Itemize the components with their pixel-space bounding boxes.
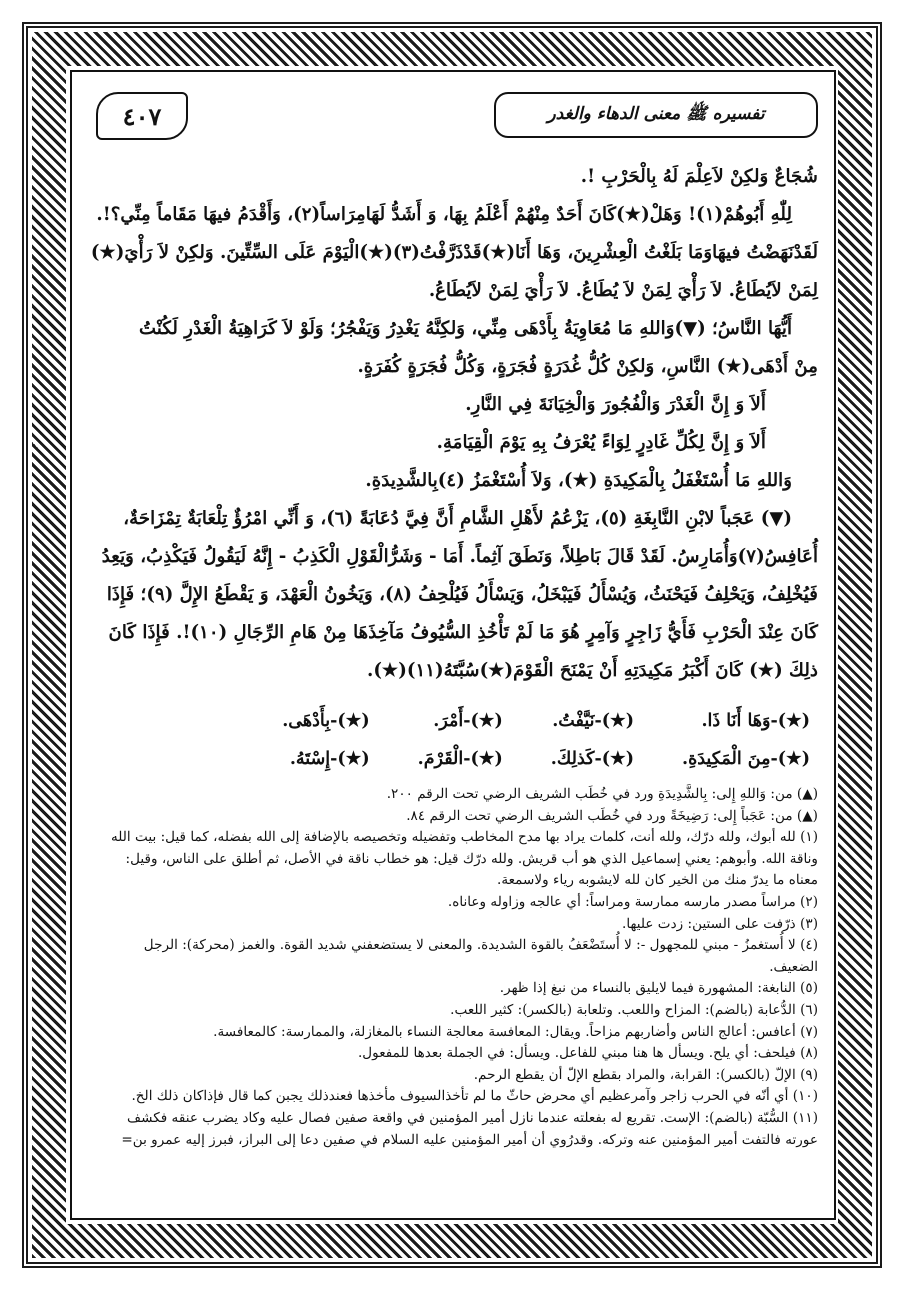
- variant-item: (★)-إِسْتَهُ.: [289, 749, 370, 769]
- text-line: شُجَاعٌ وَلكِنْ لاَعِلْمَ لَهُ بِالْحَرْبِ !.: [580, 166, 818, 187]
- text-line: فَيُخْلِفُ، وَيَحْلِفُ فَيَحْنَثُ، وَيُسْأَلُ فَيَبْخَلُ، وَيَسْأَلُ فَيُلْحِفُ (٨)، وَيَخُونُ الْعَهْدَ، وَ يَقْطَعُ الإِلَّ (٩)؛ فَإِذَا: [106, 584, 818, 605]
- text-line: وَاللهِ مَا أُسْتَغْفَلُ بِالْمَكِيدَةِ (★)، وَلاَ أُسْتَغْمَزُ (٤)بِالشَّدِيدَةِ.: [365, 470, 792, 491]
- footnotes: [88, 784, 818, 1151]
- chapter-title: تفسيره ﷺ معنى الدهاء والغدر: [494, 92, 818, 138]
- variant-item: (★)-مِنَ الْمَكِيدَةِ.: [681, 749, 810, 769]
- text-line: مِنْ أَدْهَى(★) النَّاسِ، وَلكِنْ كُلُّ غُدَرَةٍ فُجَرَةٍ، وَكُلُّ فُجَرَةٍ كُفَرَةٍ.: [357, 356, 818, 377]
- page-content: [88, 82, 818, 1212]
- variant-readings: [88, 702, 818, 778]
- footnote-line: (٢) مراساً مصدر مارسه ممارسة ومراساً: أي عالجه وزاوله وعاناه.: [447, 893, 818, 910]
- text-line: لِمَنْ لاَيُطَاعُ. لاَ رَأْيَ لِمَنْ لاَ يُطَاعُ. لاَ رَأْيَ لِمَنْ لاَيُطَاعُ.: [428, 280, 818, 301]
- text-line: أَيُّهَا النَّاسُ؛ (▼)وَاللهِ مَا مُعَاوِيَةُ بِأَدْهَى مِنِّي، وَلكِنَّهُ يَغْدِرُ وَيَفْجُرُ؛ وَلَوْ لاَ كَرَاهِيَةُ الْغَدْرِ لَكُنْتُ: [139, 318, 792, 339]
- footnote-line: (١٠) أي أنّه في الحرب زاجر وآمرعظيم أي محرض حاثّ ما لم تأخذالسيوف مأخذها فعندذلك يجبن كما قال فإذاكان ذلك الخ.: [131, 1088, 818, 1105]
- footnote-line: الضعيف.: [769, 958, 818, 975]
- footnote-line: معناه ما يدرّ منك من الخير كان لله لايشوبه رياء ولاسمعة.: [497, 872, 818, 889]
- variant-item: (★)-بِأَدْهَى.: [282, 711, 370, 731]
- footnote-line: (٨) فيلحف: أي يلح. ويسأل ها هنا مبني للفاعل. ويسأل: في الجملة بعدها للمفعول.: [357, 1045, 818, 1062]
- footnote-line: (٧) أعافس: أعالج الناس وأضاربهم مزاحاً. ويقال: المعافسة معالجة النساء بالمغازلة، والممارسة: كالمعافسة.: [213, 1023, 818, 1040]
- variant-item: (★)-نَيَّفْتُ.: [552, 711, 634, 731]
- footnote-line: (٤) لا أُستغمزُ - مبني للمجهول -: لا أُستَضْعَفُ بالقوة الشديدة. والمعنى لا يستضعفني شديد القوة. والغمز (محركة): الرجل: [143, 937, 818, 954]
- text-line: ذلِكَ (★) كَانَ أَكْبَرُ مَكِيدَتِهِ أَنْ يَمْنَحَ الْقَوْمَ(★)سُبَّتَهُ(١١)(★).: [367, 660, 818, 681]
- footnote-line: عورته فالتفت أمير المؤمنين عنه وتركه. وقدرُوي أن أمير المؤمنين عليه السلام في صفين دعا إلى البراز، فبرز إليه عمرو بن=: [121, 1131, 818, 1148]
- text-line: أُعَافِسُ(٧)وَأُمَارِسُ. لَقَدْ قَالَ بَاطِلاً، وَنَطَقَ آثِماً. أَمَا - وَشَرُّالْقَوْلِ الْكَذِبُ - إِنَّهُ لَيَقُولُ فَيَكْذِبُ، وَيَعِدُ: [101, 546, 818, 567]
- page-number: ٤٠٧: [96, 92, 188, 140]
- footnote-line: (١) لله أبوك، ولله درّك، ولله أنت، كلمات يراد بها مدح المخاطب وتفضيله وتخصيصه بالإضافة إلى الله بفضله، كما قيل: بيت الله: [110, 829, 818, 846]
- text-line: كَانَ عِنْدَ الْحَرْبِ فَأَيُّ زَاجِرٍ وَآمِرٍ هُوَ مَا لَمْ تَأْخُذِ السُّيُوفُ مَآخِذَهَا مِنْ هَامِ الرِّجَالِ (١٠)!. فَإِذَا كَانَ: [108, 622, 818, 643]
- text-line: لِلّٰهِ أَبُوهُمْ(١)! وَهَلْ(★)كَانَ أَحَدٌ مِنْهُمْ أَعْلَمُ بِهَا، وَ أَشَدُّ لَهَامِرَاساً(٢)، وَأَقْدَمُ فيهَا مَقَاماً مِنِّي؟!.: [96, 204, 792, 225]
- footnote-line: (▲) من: وَاللهِ إِلى: بِالشَّدِيدَةِ ورد في خُطَب الشريف الرضي تحت الرقم ٢٠٠.: [386, 786, 818, 802]
- main-text: [88, 158, 818, 690]
- footnote-line: (٥) النابغة: المشهورة فيما لايليق بالنساء من نبغ إذا ظهر.: [499, 980, 818, 997]
- variant-item: (★)-أَمْرَ.: [433, 711, 503, 731]
- text-line: أَلاَ وَ إِنَّ الْغَدْرَ وَالْفُجُورَ وَالْخِيَانَةَ فِي النَّارِ.: [465, 394, 766, 415]
- footnote-line: (▲) من: عَجَباً إِلى: رَضِيخَةً ورد في خُطَب الشريف الرضي تحت الرقم ٨٤.: [406, 807, 818, 824]
- footnote-line: وناقة الله. وأبوهم: يعني إسماعيل الذي هو أب قريش. ولله درّك قيل: هو خطاب ناقة في الأصل، ثم أطلق على الناس، وقيل:: [125, 850, 818, 867]
- variant-item: (★)-وَهَا أَنَا ذَا.: [701, 711, 810, 731]
- page-header: [88, 82, 818, 158]
- footnote-line: (٣) ذرّفت على الستين: زدت عليها.: [622, 915, 818, 932]
- text-line: لَقَدْنَهَضْتُ فيهَاوَمَا بَلَغْتُ الْعِشْرِينَ، وَهَا أَنَا(★)قَدْذَرَّفْتُ(٣)(★)الْيَوْمَ عَلَى السِّتِّينَ. وَلكِنْ لاَ رَأْيَ(★): [90, 242, 818, 263]
- footnote-line: (٩) الإلّ (بالكسر): القرابة، والمراد بقطع الإلّ أن يقطع الرحم.: [473, 1066, 818, 1083]
- footnote-line: (١١) السُّبّة (بالضم): الإست. تقريع له بفعلته عندما نازل أمير المؤمنين في واقعة صفين فصال عليه وكاد يضرب عنقه فكشف: [127, 1109, 818, 1126]
- variant-item: (★)-كَذلِكَ.: [550, 749, 634, 769]
- text-line: (▼) عَجَباً لابْنِ النَّابِغَةِ (٥)، يَزْعُمُ لأَهْلِ الشَّامِ أَنَّ فِيَّ دُعَابَةً (٦)، وَ أَنِّي امْرُؤٌ تِلْعَابَةٌ تِمْزَاحَةٌ،: [123, 508, 792, 529]
- footnote-line: (٦) الدُّعابة (بالضم): المزاح واللعب. وتلعابة (بالكسر): كثير اللعب.: [450, 1001, 818, 1018]
- text-line: أَلاَ وَ إِنَّ لِكُلِّ غَادِرٍ لِوَاءً يُعْرَفُ بِهِ يَوْمَ الْقِيَامَةِ.: [436, 432, 766, 453]
- variant-item: (★)-الْقَرْمَ.: [417, 749, 503, 769]
